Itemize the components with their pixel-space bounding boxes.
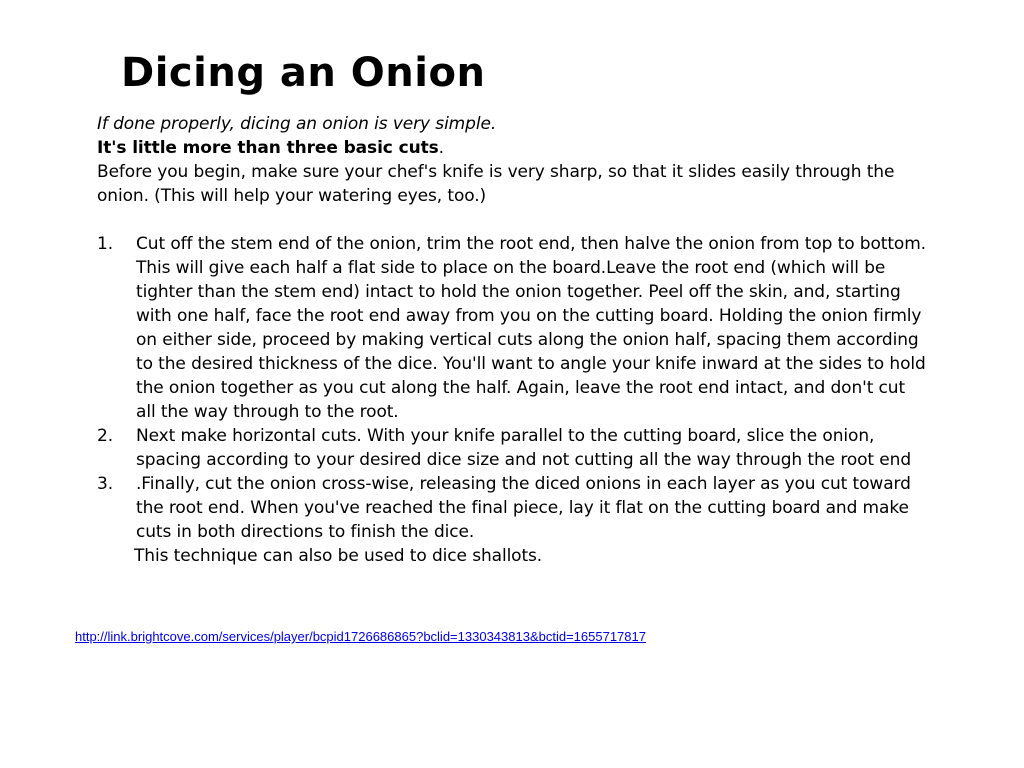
step-number: 1. bbox=[97, 234, 114, 254]
video-link[interactable]: http://link.brightcove.com/services/player/bcpid1726686865?bclid=1330343813&bctid=1655717817 bbox=[75, 629, 646, 644]
step-text: Next make horizontal cuts. With your knife parallel to the cutting board, slice the onion, spacing according to your desired dice size and not cutting all the way through the root end bbox=[136, 426, 912, 470]
step-item bbox=[97, 424, 927, 472]
step-number: 2. bbox=[97, 426, 114, 446]
intro-paragraph: Before you begin, make sure your chef's knife is very sharp, so that it slides easily through the onion. (This will help your watering eyes, too.) bbox=[97, 162, 895, 206]
slide-title: Dicing an Onion bbox=[121, 50, 486, 96]
slide-body bbox=[97, 112, 927, 568]
intro-bold-line-suffix: . bbox=[438, 138, 444, 158]
step-number: 3. bbox=[97, 474, 114, 494]
intro-bold-line: It's little more than three basic cuts bbox=[97, 138, 439, 158]
step-text: Cut off the stem end of the onion, trim the root end, then halve the onion from top to bottom. This will give each half a flat side to place on the board.Leave the root end (which will be tighter than the stem end) intact to hold the onion together. Peel off the skin, and, starting with one half, face the root end away from you on the cutting board. Holding the onion firmly on either side, proceed by making vertical cuts along the onion half, spacing them according to the desired thickness of the dice. You'll want to angle your knife inward at the sides to hold the onion together as you cut along the half. Again, leave the root end intact, and don't cut all the way through to the root. bbox=[136, 234, 926, 422]
steps-list bbox=[97, 232, 927, 544]
intro-bold-line-wrapper bbox=[97, 136, 927, 160]
step-item bbox=[97, 472, 927, 544]
step-item bbox=[97, 232, 927, 424]
intro-italic-line: If done properly, dicing an onion is very simple. bbox=[97, 114, 497, 134]
spacer bbox=[97, 208, 927, 232]
closing-note: This technique can also be used to dice shallots. bbox=[134, 546, 543, 566]
step-text: .Finally, cut the onion cross-wise, releasing the diced onions in each layer as you cut toward the root end. When you've reached the final piece, lay it flat on the cutting board and make cuts in both directions to finish the dice. bbox=[136, 474, 911, 542]
